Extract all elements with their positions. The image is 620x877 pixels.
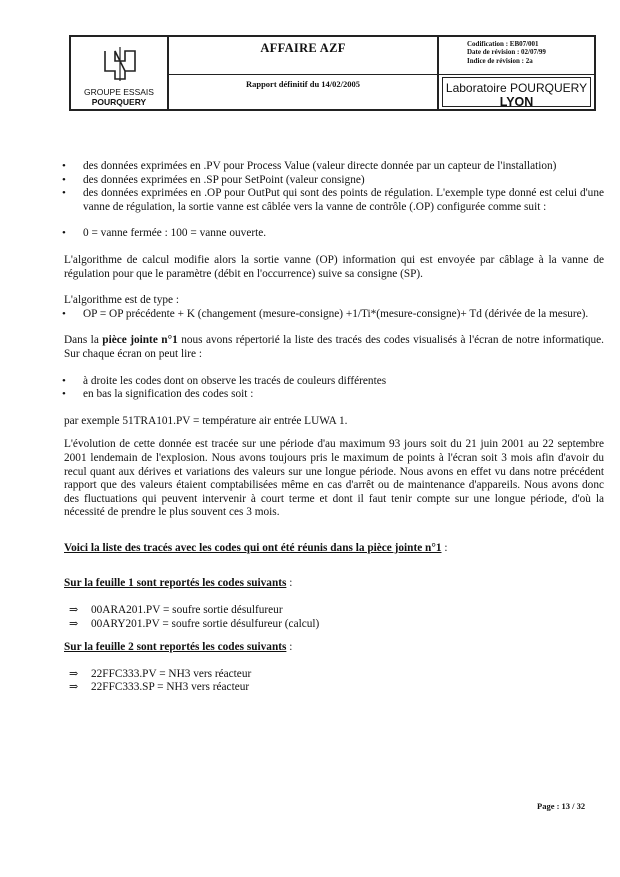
list-item: ⇒ 00ARA201.PV = soufre sortie désulfureur — [69, 604, 283, 617]
list-item: ⇒ 22FFC333.PV = NH3 vers réacteur — [69, 667, 252, 680]
affaire-cell — [169, 37, 439, 75]
section-heading: Sur la feuille 2 sont reportés les codes suivants : — [64, 641, 293, 654]
bullet-icon: • — [62, 173, 66, 186]
paragraph: L'évolution de cette donnée est tracée sur une période d'au maximum 93 jours soit du 21 juin 2001 au 22 septembre 2001 lendemain de l'explosion. Nous avons toujours pris le maximum de points à l'écran soit 3 mois afin d'avoir du recul quant aux dérives et variations des valeurs sur une longue période. Nous avons en effet vu dans notre précédent rapport que des valeurs étaient comptabilisées même en cas d'arrêt ou de maintenance d'appareils. Nous avons donc des fluctuations qui peuvent intervenir à court terme et dont il faut tenir compte sur une longue période, d'où la nécessité de prendre le plus souvent ces 3 mois. — [64, 438, 604, 519]
laboratoire-name: Laboratoire POURQUERY — [445, 81, 588, 95]
arrow-icon: ⇒ — [69, 604, 79, 617]
bullet-icon: • — [62, 388, 66, 401]
list-item: • en bas la signification des codes soit : — [62, 388, 254, 401]
list-item: ⇒ 22FFC333.SP = NH3 vers réacteur — [69, 681, 250, 694]
codification: Codification : EB07/001 — [467, 40, 539, 48]
group-logo-icon — [101, 45, 139, 83]
group-name — [71, 87, 167, 107]
bullet-icon: • — [62, 374, 66, 387]
group-line1: GROUPE ESSAIS — [84, 87, 154, 97]
list-item: • des données exprimées en .SP pour SetPoint (valeur consigne) — [62, 173, 365, 186]
paragraph: Dans la pièce jointe n°1 nous avons répertorié la liste des tracés des codes visualisés à l'écran de notre informatique. Sur chaque écran on peut lire : — [64, 334, 604, 360]
paragraph: L'algorithme est de type : — [64, 294, 179, 307]
laboratoire-city: LYON — [499, 95, 534, 109]
laboratoire-frame — [442, 77, 591, 107]
list-item: • à droite les codes dont on observe les tracés de couleurs différentes — [62, 374, 387, 387]
group-line2: POURQUERY — [91, 97, 147, 107]
list-item: • des données exprimées en .OP pour OutPut qui sont des points de régulation. L'exemple type donné est celui d'une vanne de régulation, la sortie vanne est câblée vers la vanne de contrôle (.OP) configurée comme suit : — [62, 187, 604, 213]
paragraph: par exemple 51TRA101.PV = température air entrée LUWA 1. — [64, 414, 348, 427]
bullet-icon: • — [62, 160, 66, 172]
date-revision: Date de révision : 02/07/99 — [467, 48, 546, 57]
arrow-icon: ⇒ — [69, 681, 79, 694]
section-heading: Sur la feuille 1 sont reportés les codes suivants : — [64, 577, 293, 590]
paragraph: L'algorithme de calcul modifie alors la sortie vanne (OP) information qui est envoyée par câblage à la vanne de régulation pour que le paramètre (débit en l'occurrence) suive sa consigne (SP). — [64, 253, 604, 280]
laboratoire-cell — [439, 75, 594, 109]
rapport-date: Rapport définitif du 14/02/2005 — [245, 79, 361, 89]
rapport-cell — [169, 75, 439, 109]
list-item: • 0 = vanne fermée : 100 = vanne ouverte. — [62, 227, 267, 240]
bullet-icon: • — [62, 227, 66, 240]
list-item: • des données exprimées en .PV pour Process Value (valeur directe donnée par un capteur de l'installation) — [62, 160, 557, 172]
arrow-icon: ⇒ — [69, 667, 79, 680]
list-item: • OP = OP précédente + K (changement (mesure-consigne) +1/Ti*(mesure-consigne)+ Td (dérivée de la mesure). — [62, 307, 589, 320]
page-number: Page : 13 / 32 — [537, 801, 586, 811]
revision-cell — [439, 37, 594, 75]
section-heading: Voici la liste des tracés avec les codes qui ont été réunis dans la pièce jointe n°1 : — [64, 541, 448, 554]
bullet-icon: • — [62, 187, 66, 200]
arrow-icon: ⇒ — [69, 617, 79, 630]
bullet-icon: • — [62, 307, 66, 320]
list-item: ⇒ 00ARY201.PV = soufre sortie désulfureur (calcul) — [69, 617, 320, 630]
document-header — [69, 35, 596, 111]
logo-block — [71, 37, 169, 109]
document-body — [64, 160, 604, 695]
indice-revision: Indice de révision : 2a — [467, 56, 533, 65]
affaire-title: AFFAIRE AZF — [260, 41, 346, 55]
piece-jointe-ref: pièce jointe n°1 — [102, 334, 178, 347]
